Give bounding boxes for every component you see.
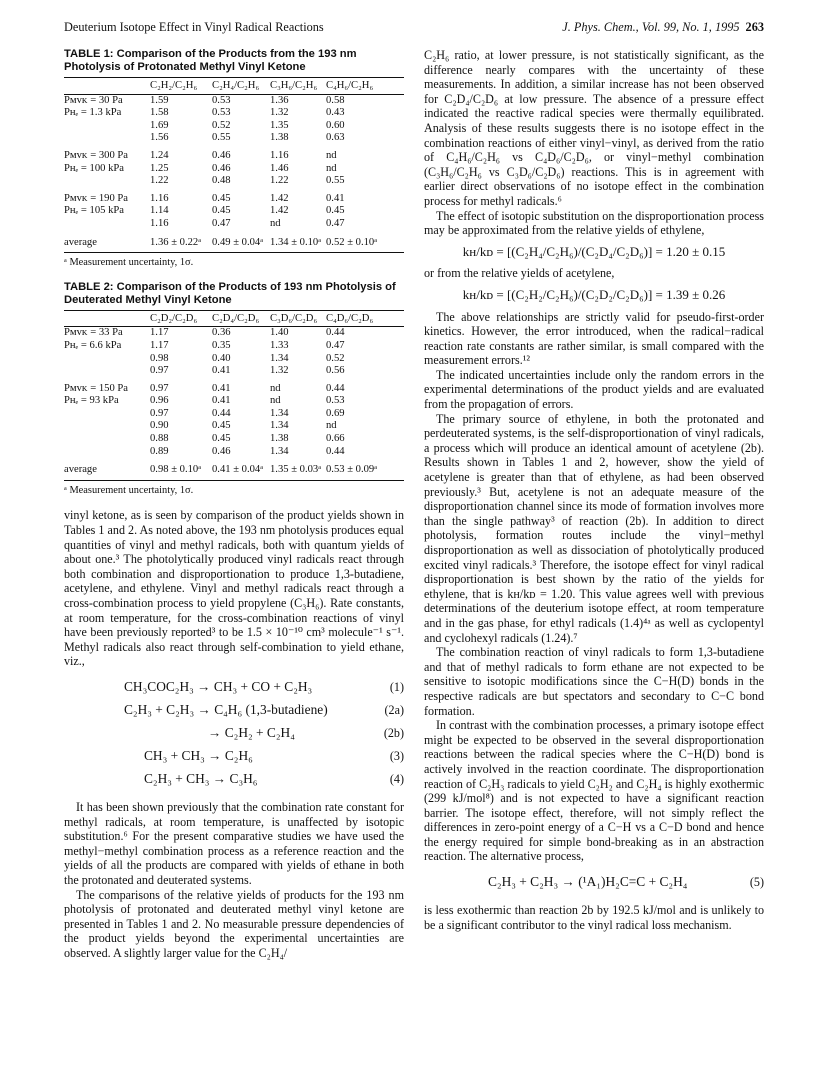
table-cell: 0.45 xyxy=(212,420,231,432)
table-1-header-cell: C₂H₄/C₂H₆ xyxy=(212,78,270,95)
table-row xyxy=(64,408,404,421)
table-cell: 1.16 xyxy=(150,192,169,204)
table-row xyxy=(64,175,404,188)
table-cell: 1.22 xyxy=(150,175,169,187)
table-cell: Pʜₑ = 6.6 kPa xyxy=(64,339,122,351)
table-cell: 0.52 xyxy=(212,119,231,131)
table-cell: 0.41 xyxy=(212,395,231,407)
table-cell: 0.47 xyxy=(326,217,345,229)
table-row xyxy=(64,420,404,433)
table-cell: 0.41 xyxy=(326,192,345,204)
equation-number: (4) xyxy=(389,771,404,786)
table-cell: Pʜₑ = 105 kPa xyxy=(64,205,124,217)
table-1-header-cell: C₂H₂/C₂H₆ xyxy=(150,78,212,95)
table-cell: 0.47 xyxy=(326,339,345,351)
table-cell xyxy=(64,218,150,231)
table-cell: 0.55 xyxy=(212,132,231,144)
table-cell: nd xyxy=(326,162,337,174)
table-cell xyxy=(64,365,150,378)
table-cell: nd xyxy=(326,149,337,161)
table-1-footnote: ᵃ Measurement uncertainty, 1σ. xyxy=(64,252,404,271)
table-row xyxy=(64,365,404,378)
table-row xyxy=(64,94,404,107)
table-cell: Pʜₑ = 93 kPa xyxy=(64,395,119,407)
table-cell: 0.46 xyxy=(212,162,231,174)
table-cell: 0.98 xyxy=(150,352,169,364)
equation-number: (1) xyxy=(389,679,404,694)
table-2-header-cell: C₃D₆/C₂D₆ xyxy=(270,310,326,327)
table-cell: 0.36 xyxy=(212,327,231,339)
table-1-header-row xyxy=(64,78,404,95)
table-cell: 1.33 xyxy=(270,339,289,351)
table-cell: 1.38 xyxy=(270,132,289,144)
table-cell: 1.42 xyxy=(270,205,289,217)
table-cell: 0.41 ± 0.04ᵃ xyxy=(212,464,264,476)
right-column xyxy=(424,48,764,932)
table-cell: 1.34 xyxy=(270,445,289,457)
table-row xyxy=(64,107,404,120)
table-cell: Pʜₑ = 100 kPa xyxy=(64,162,124,174)
table-cell xyxy=(64,120,150,133)
equation-3 xyxy=(64,746,404,769)
table-cell xyxy=(64,408,150,421)
equation-5 xyxy=(424,872,764,895)
table-row xyxy=(64,353,404,366)
table-cell: 1.56 xyxy=(150,132,169,144)
table-cell: 0.97 xyxy=(150,382,169,394)
table-2-header-cell: C₂D₄/C₂D₆ xyxy=(212,310,270,327)
table-cell: 0.55 xyxy=(326,175,345,187)
table-2-footnote: ᵃ Measurement uncertainty, 1σ. xyxy=(64,480,404,499)
table-cell: 0.53 ± 0.09ᵃ xyxy=(326,464,378,476)
table-row xyxy=(64,188,404,206)
equation-expression: → C₂H₂ + C₂H₄ xyxy=(208,724,295,740)
table-cell xyxy=(64,132,150,145)
equation-number: (2a) xyxy=(384,702,404,717)
table-row xyxy=(64,205,404,218)
table-cell: 0.56 xyxy=(326,365,345,377)
table-cell: 1.58 xyxy=(150,107,169,119)
table-2-header-row xyxy=(64,310,404,327)
table-cell: 1.46 xyxy=(270,162,289,174)
table-row xyxy=(64,163,404,176)
table-cell: 0.89 xyxy=(150,445,169,457)
page-number: 263 xyxy=(745,20,764,34)
table-cell: 1.35 ± 0.03ᵃ xyxy=(270,464,322,476)
table-average-row xyxy=(64,458,404,477)
equation-expression: C₂H₃ + C₂H₃ → C₄H₆ (1,3-butadiene) xyxy=(124,701,328,717)
table-cell: 0.97 xyxy=(150,407,169,419)
table-cell: 0.49 ± 0.04ᵃ xyxy=(212,236,264,248)
table-cell: average xyxy=(64,464,97,476)
table-cell: 1.69 xyxy=(150,119,169,131)
table-cell: nd xyxy=(270,382,281,394)
table-cell xyxy=(64,175,150,188)
table-cell: Pᴍᴠᴋ = 33 Pa xyxy=(64,327,123,339)
body-paragraph: The combination reaction of vinyl radicals to form 1,3-butadiene and that of methyl radicals to form ethane are not expected to be sensitive to isotopic modifications since the C−H(D) bonds in the respective radicals are but spectators and secondary to C−C bond formation. xyxy=(424,645,764,718)
table-cell: average xyxy=(64,236,97,248)
table-cell: 0.96 xyxy=(150,395,169,407)
table-cell: 1.16 xyxy=(150,217,169,229)
body-paragraph: The comparisons of the relative yields of products for the 193 nm photolysis of protonated and deuterated methyl vinyl ketone are presented in Tables 1 and 2. No measurable pressure dependencies of the product yields beyond the experimental uncertainties are observed. A slightly larger value for the C₂H₄/ xyxy=(64,887,404,960)
header-citation: J. Phys. Chem., Vol. 99, No. 1, 1995 xyxy=(562,20,740,34)
table-cell: 1.32 xyxy=(270,365,289,377)
equation-expression: C₂H₃ + CH₃ → C₃H₆ xyxy=(144,770,258,786)
table-1-grid xyxy=(64,77,404,249)
table-cell: 1.24 xyxy=(150,149,169,161)
table-2-grid xyxy=(64,310,404,477)
equation-expression: CH₃ + CH₃ → C₂H₆ xyxy=(144,747,253,763)
equation-number: (5) xyxy=(749,875,764,890)
table-cell: Pᴍᴠᴋ = 190 Pa xyxy=(64,192,129,204)
table-cell: Pʜₑ = 1.3 kPa xyxy=(64,107,122,119)
table-cell: 0.48 xyxy=(212,175,231,187)
table-cell: 0.66 xyxy=(326,433,345,445)
table-row xyxy=(64,340,404,353)
table-cell: 1.40 xyxy=(270,327,289,339)
table-cell: 1.36 ± 0.22ᵃ xyxy=(150,236,202,248)
table-cell: 0.53 xyxy=(212,94,231,106)
table-cell xyxy=(64,433,150,446)
body-paragraph: The primary source of ethylene, in both the protonated and perdeuterated systems, is the self-disproportionation of vinyl radicals, a process which will produce an identical amount of acetylene (2b). Results shown in Tables 1 and 2, however, show the yield of acetylene is greater than that of ethylene, as had been observed previously.³ But, acetylene is not an adequate measure of the disproportionation channel since its mode of formation involves more than the single pathway³ of reaction (2b). In addition to direct photolysis, formation routes include the vinyl−methyl disproportionation as well as dissociation of photolytically produced excited vinyl radicals.³ Therefore, the isotope effect for vinyl radical disproportionation is best shown by the ratio of the yields for ethylene, that is kʜ/kᴅ = 1.20. This value agrees well with previous determinations of the deuterium isotope effect, at room temperature and in the gas phase, for ethyl radicals (1.4)⁴ᵃ as well as cyclopentyl and cyclohexyl radicals (1.24).⁷ xyxy=(424,411,764,645)
table-row xyxy=(64,120,404,133)
table-1-header-cell: C₄H₆/C₂H₆ xyxy=(326,78,404,95)
body-paragraph: is less exothermic than reaction 2b by 192.5 kJ/mol and is unlikely to be a significant contributor to the vinyl radical loss mechanism. xyxy=(424,903,764,932)
table-cell xyxy=(64,446,150,459)
body-paragraph: The above relationships are strictly valid for pseudo-first-order kinetics. However, the error introduced, when the radical−radical reaction rate constants are rather similar, is small compared with the measurement errors.¹² xyxy=(424,309,764,368)
isotope-ratio-ethylene: kʜ/kᴅ = [(C₂H₄/C₂H₆)/(C₂D₄/C₂D₆)] = 1.20 ± 0.15 xyxy=(462,243,726,259)
table-row xyxy=(64,446,404,459)
table-cell: 0.60 xyxy=(326,119,345,131)
table-cell: 0.52 xyxy=(326,352,345,364)
table-cell: 0.69 xyxy=(326,407,345,419)
equation-1 xyxy=(64,677,404,700)
table-cell: 1.59 xyxy=(150,94,169,106)
table-cell: 0.44 xyxy=(326,445,345,457)
left-column xyxy=(64,48,404,961)
table-1-header-cell: C₃H₆/C₂H₆ xyxy=(270,78,326,95)
table-cell: 0.44 xyxy=(326,382,345,394)
table-cell: 0.58 xyxy=(326,94,345,106)
table-cell: 1.16 xyxy=(270,149,289,161)
table-cell xyxy=(64,353,150,366)
table-cell: 1.25 xyxy=(150,162,169,174)
table-cell: 0.47 xyxy=(212,217,231,229)
table-cell: 0.97 xyxy=(150,365,169,377)
equation-2a xyxy=(64,700,404,723)
table-cell: 0.45 xyxy=(326,205,345,217)
table-cell xyxy=(64,420,150,433)
body-paragraph: In contrast with the combination processes, a primary isotope effect might be expected to be observed in the several disproportionation reactions between the radical species where the C−H(D) bond is actively involved in the reaction coordinate. The disproportionation reaction of C₂H₃ radicals to yield C₂H₂ and C₂H₄ is highly exothermic (299 kJ/mol⁸) and is not expected to have a significant reaction barrier. The isotope effect, therefore, will not simply reflect the differences in zero-point energy of a C−H vs a C−D bond and hence the energy required for simple bond-breaking as in an abstraction reaction. The alternative process, xyxy=(424,718,765,864)
table-row xyxy=(64,395,404,408)
body-paragraph: or from the relative yields of acetylene, xyxy=(424,266,615,281)
header-journal xyxy=(562,20,764,35)
reaction-equation-5 xyxy=(424,872,764,895)
table-row xyxy=(64,327,404,340)
table-cell: 0.88 xyxy=(150,433,169,445)
running-header xyxy=(64,20,764,36)
table-cell: 0.44 xyxy=(326,327,345,339)
table-1-header-cell xyxy=(64,78,150,95)
table-cell: 1.34 xyxy=(270,352,289,364)
table-row xyxy=(64,145,404,163)
table-cell: 0.41 xyxy=(212,382,231,394)
table-row xyxy=(64,218,404,231)
table-cell: 1.14 xyxy=(150,205,169,217)
equation-4 xyxy=(64,769,404,792)
table-1 xyxy=(64,48,404,271)
table-1-caption: TABLE 1: Comparison of the Products from the 193 nm Photolysis of Protonated Methyl Vinyl Ketone xyxy=(64,48,357,73)
table-cell: 0.45 xyxy=(212,433,231,445)
body-paragraph: The indicated uncertainties include only the random errors in the experimental determinations of the product yields and are evaluated from the propagation of errors. xyxy=(424,367,764,412)
table-cell: 1.17 xyxy=(150,339,169,351)
table-2-header-cell xyxy=(64,310,150,327)
table-cell: 0.43 xyxy=(326,107,345,119)
equation-number: (2b) xyxy=(383,725,404,740)
table-cell: 0.53 xyxy=(326,395,345,407)
equation-expression: C₂H₃ + C₂H₃ → (¹A₁)H₂C=C + C₂H₄ xyxy=(488,874,688,890)
table-2 xyxy=(64,281,404,499)
table-cell: 0.44 xyxy=(212,407,231,419)
body-paragraph: The effect of isotopic substitution on the disproportionation process may be approximated from the relative yields of ethylene, xyxy=(424,208,764,238)
table-cell: Pᴍᴠᴋ = 30 Pa xyxy=(64,94,123,106)
table-cell: nd xyxy=(270,395,281,407)
table-cell: 1.35 xyxy=(270,119,289,131)
isotope-ratio-acetylene: kʜ/kᴅ = [(C₂H₂/C₂H₆)/(C₂D₂/C₂D₆)] = 1.39 ± 0.26 xyxy=(462,286,726,302)
equation-number: (3) xyxy=(389,748,404,763)
body-paragraph: C₂H₆ ratio, at lower pressure, is not statistically significant, as the difference nearly compares with the uncertainty of these measurements. In addition, a similar increase has not been observed for C₂D₄/C₂D₆ at low pressure. The absence of a pressure effect indicated the reactive radical species were thermally equilibrated. Analysis of these results suggests there is no isotope effect in the combination reactions of either vinyl−vinyl, as derived from the ratio of C₄H₆/C₂H₆ vs C₄D₆/C₂D₆, or vinyl−methyl combination (C₃H₆/C₂H₆ vs C₃D₆/C₂D₆) reactions. This is in agreement with earlier direct observations of no isotope effect in the combination process for methyl radicals.⁶ xyxy=(424,48,764,208)
table-cell: 0.41 xyxy=(212,365,231,377)
table-row xyxy=(64,378,404,396)
table-cell: 1.34 xyxy=(270,407,289,419)
table-cell: 1.42 xyxy=(270,192,289,204)
table-cell: 0.46 xyxy=(212,445,231,457)
table-cell: 1.22 xyxy=(270,175,289,187)
table-cell: 1.32 xyxy=(270,107,289,119)
table-row xyxy=(64,132,404,145)
table-cell: 0.63 xyxy=(326,132,345,144)
table-cell: 0.53 xyxy=(212,107,231,119)
table-cell: Pᴍᴠᴋ = 300 Pa xyxy=(64,149,129,161)
equation-expression: CH₃COC₂H₃ → CH₃ + CO + C₂H₃ xyxy=(124,678,313,694)
table-2-caption: TABLE 2: Comparison of the Products of 193 nm Photolysis of Deuterated Methyl Vinyl Ketone xyxy=(64,280,396,306)
table-2-header-cell: C₄D₆/C₂D₆ xyxy=(326,310,404,327)
table-cell: Pᴍᴠᴋ = 150 Pa xyxy=(64,382,129,394)
table-cell: 1.34 ± 0.10ᵃ xyxy=(270,236,322,248)
table-cell: 1.38 xyxy=(270,433,289,445)
table-cell: 1.36 xyxy=(270,94,289,106)
table-cell: nd xyxy=(326,420,337,432)
body-paragraph: vinyl ketone, as is seen by comparison of the product yields shown in Tables 1 and 2. As noted above, the 193 nm photolysis produces equal quantities of vinyl and methyl radicals, both with quantum yields of about one.³ The photolytically produced vinyl radicals react through both combination and disproportionation to produce 1,3-butadiene, acetylene, and ethylene. Vinyl and methyl radicals react through a cross-combination process to yield propylene (C₃H₆). Rate constants, at room temperature, for the cross-combination reactions of vinyl have been previously reported³ to be 1.5 × 10⁻¹⁰ cm³ molecule⁻¹ s⁻¹. Methyl radicals also react through self-combination to yield ethane, viz., xyxy=(64,508,404,669)
header-title: Deuterium Isotope Effect in Vinyl Radical Reactions xyxy=(64,20,324,34)
table-cell: 1.17 xyxy=(150,327,169,339)
table-average-row xyxy=(64,231,404,250)
table-row xyxy=(64,433,404,446)
table-cell: 0.52 ± 0.10ᵃ xyxy=(326,236,378,248)
table-cell: 0.35 xyxy=(212,339,231,351)
table-cell: 0.40 xyxy=(212,352,231,364)
table-2-header-cell: C₂D₂/C₂D₆ xyxy=(150,310,212,327)
reaction-equations xyxy=(64,677,404,792)
table-cell: 0.45 xyxy=(212,192,231,204)
table-cell: 0.90 xyxy=(150,420,169,432)
equation-2b xyxy=(64,723,404,746)
table-cell: nd xyxy=(270,217,281,229)
table-cell: 0.45 xyxy=(212,205,231,217)
table-cell: 0.98 ± 0.10ᵃ xyxy=(150,464,202,476)
table-cell: 0.46 xyxy=(212,149,231,161)
body-paragraph: It has been shown previously that the combination rate constant for methyl radicals, at room temperature, is unaffected by isotopic substitution.⁶ For the present comparative studies we have used the methyl−methyl combination process as a reference reaction and the yields of all the products are compared with yields of ethane in both the protonated and deuterated systems. xyxy=(64,799,404,887)
table-cell: 1.34 xyxy=(270,420,289,432)
